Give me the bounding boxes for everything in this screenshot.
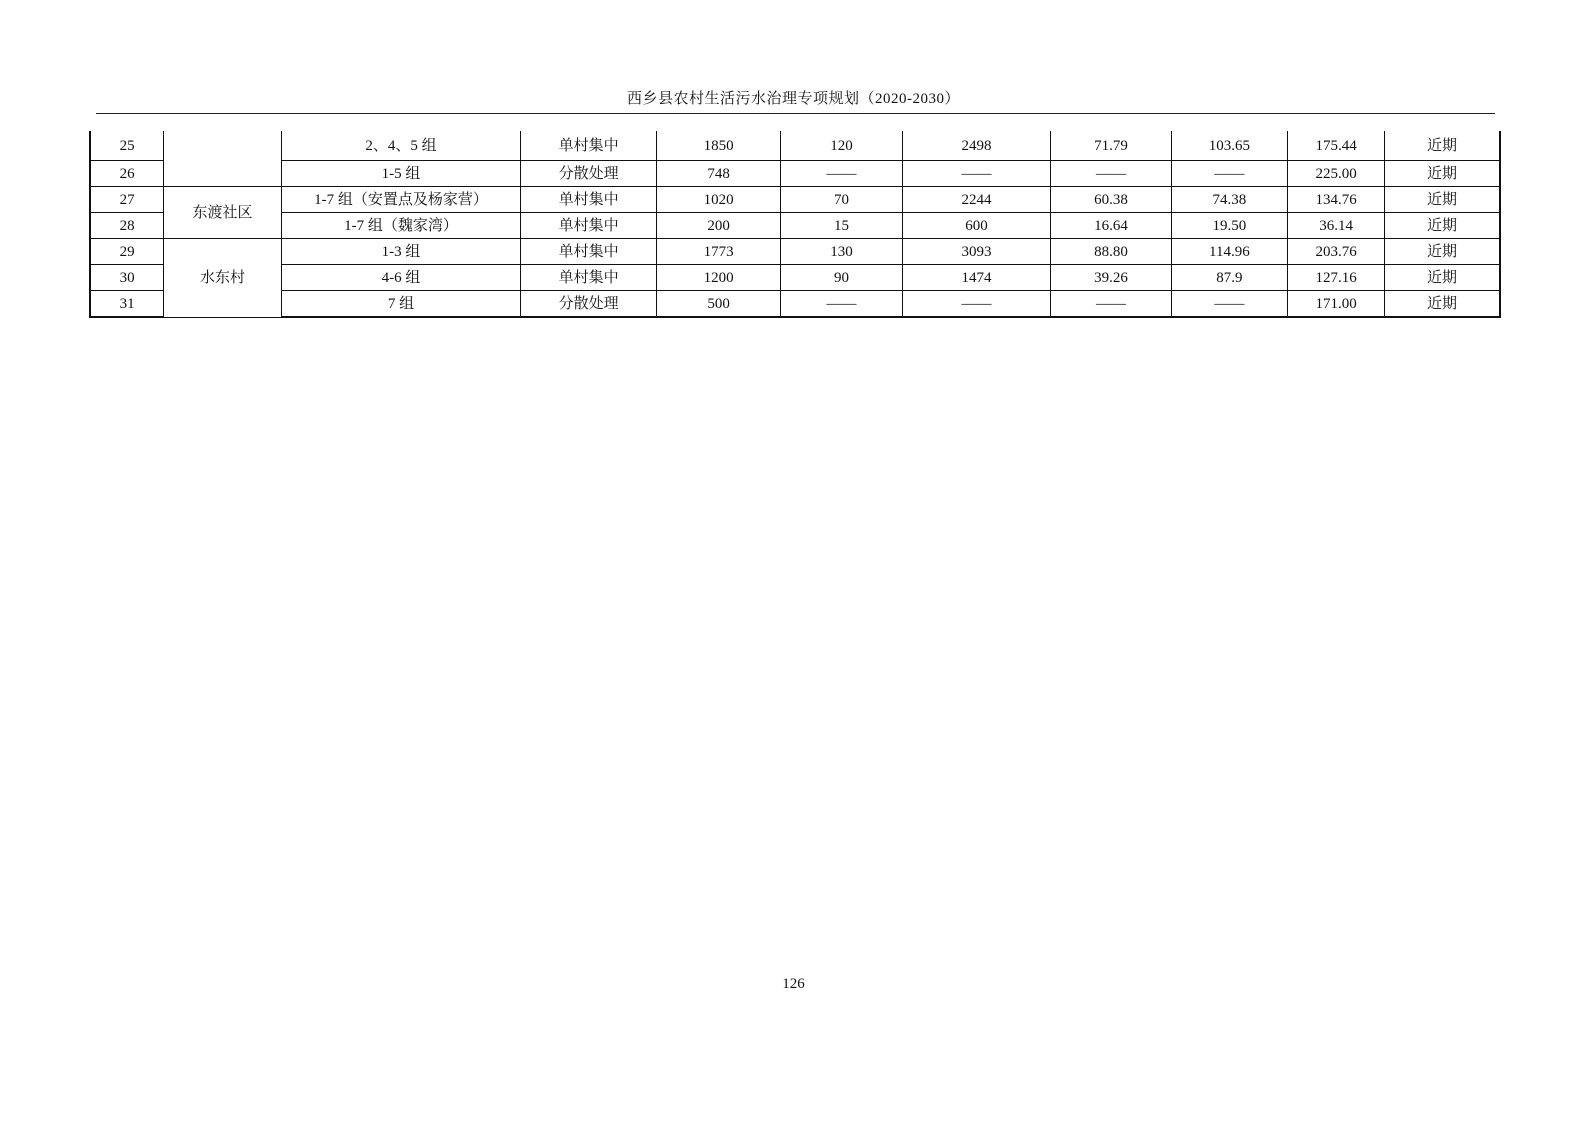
- value-cell: 114.96: [1171, 239, 1287, 265]
- value-cell: 130: [781, 239, 902, 265]
- table-row: [90, 265, 1500, 291]
- total-cell: 127.16: [1288, 265, 1385, 291]
- treatment-mode-cell: 单村集中: [521, 187, 657, 213]
- group-cell: 1-3 组: [281, 239, 521, 265]
- value-cell: 71.79: [1051, 131, 1171, 161]
- value-cell: 74.38: [1171, 187, 1287, 213]
- value-cell: 3093: [902, 239, 1051, 265]
- value-cell: 1474: [902, 265, 1051, 291]
- row-number: 27: [90, 187, 164, 213]
- value-cell: ——: [781, 291, 902, 318]
- value-cell: 1200: [656, 265, 780, 291]
- treatment-mode-cell: 单村集中: [521, 131, 657, 161]
- value-cell: 103.65: [1171, 131, 1287, 161]
- value-cell: 39.26: [1051, 265, 1171, 291]
- page-header-title: 西乡县农村生活污水治理专项规划（2020-2030）: [627, 91, 960, 107]
- group-cell: 7 组: [281, 291, 521, 318]
- value-cell: ——: [902, 161, 1051, 187]
- value-cell: 2244: [902, 187, 1051, 213]
- phase-cell: 近期: [1385, 265, 1500, 291]
- table-row: [90, 187, 1500, 213]
- value-cell: ——: [902, 291, 1051, 318]
- group-cell: 4-6 组: [281, 265, 521, 291]
- phase-cell: 近期: [1385, 239, 1500, 265]
- value-cell: 500: [656, 291, 780, 318]
- total-cell: 175.44: [1288, 131, 1385, 161]
- table-row: [90, 291, 1500, 318]
- header-divider: [96, 113, 1495, 114]
- value-cell: 87.9: [1171, 265, 1287, 291]
- value-cell: 88.80: [1051, 239, 1171, 265]
- village-cell: 东渡社区: [164, 187, 281, 239]
- table-row: [90, 213, 1500, 239]
- table-row: [90, 239, 1500, 265]
- value-cell: 1850: [656, 131, 780, 161]
- value-cell: 19.50: [1171, 213, 1287, 239]
- row-number: 28: [90, 213, 164, 239]
- phase-cell: 近期: [1385, 161, 1500, 187]
- group-cell: 1-7 组（魏家湾）: [281, 213, 521, 239]
- value-cell: ——: [1171, 291, 1287, 318]
- page-number: 126: [782, 976, 805, 992]
- total-cell: 225.00: [1288, 161, 1385, 187]
- phase-cell: 近期: [1385, 187, 1500, 213]
- total-cell: 36.14: [1288, 213, 1385, 239]
- value-cell: 1020: [656, 187, 780, 213]
- value-cell: ——: [781, 161, 902, 187]
- row-number: 29: [90, 239, 164, 265]
- phase-cell: 近期: [1385, 131, 1500, 161]
- treatment-mode-cell: 单村集中: [521, 213, 657, 239]
- row-number: 26: [90, 161, 164, 187]
- value-cell: 600: [902, 213, 1051, 239]
- total-cell: 134.76: [1288, 187, 1385, 213]
- village-cell: 水东村: [164, 239, 281, 318]
- value-cell: 2498: [902, 131, 1051, 161]
- value-cell: 748: [656, 161, 780, 187]
- value-cell: 60.38: [1051, 187, 1171, 213]
- value-cell: ——: [1171, 161, 1287, 187]
- total-cell: 171.00: [1288, 291, 1385, 318]
- value-cell: 16.64: [1051, 213, 1171, 239]
- sewage-project-table: [89, 131, 1501, 318]
- row-number: 25: [90, 131, 164, 161]
- treatment-mode-cell: 单村集中: [521, 239, 657, 265]
- value-cell: 70: [781, 187, 902, 213]
- village-cell-empty: [164, 131, 281, 187]
- treatment-mode-cell: 分散处理: [521, 161, 657, 187]
- value-cell: 15: [781, 213, 902, 239]
- table-row: [90, 131, 1500, 161]
- value-cell: 90: [781, 265, 902, 291]
- value-cell: 200: [656, 213, 780, 239]
- group-cell: 2、4、5 组: [281, 131, 521, 161]
- row-number: 31: [90, 291, 164, 318]
- row-number: 30: [90, 265, 164, 291]
- value-cell: ——: [1051, 291, 1171, 318]
- value-cell: 120: [781, 131, 902, 161]
- table-row: [90, 161, 1500, 187]
- phase-cell: 近期: [1385, 213, 1500, 239]
- total-cell: 203.76: [1288, 239, 1385, 265]
- phase-cell: 近期: [1385, 291, 1500, 318]
- value-cell: ——: [1051, 161, 1171, 187]
- treatment-mode-cell: 分散处理: [521, 291, 657, 318]
- group-cell: 1-5 组: [281, 161, 521, 187]
- value-cell: 1773: [656, 239, 780, 265]
- treatment-mode-cell: 单村集中: [521, 265, 657, 291]
- group-cell: 1-7 组（安置点及杨家营）: [281, 187, 521, 213]
